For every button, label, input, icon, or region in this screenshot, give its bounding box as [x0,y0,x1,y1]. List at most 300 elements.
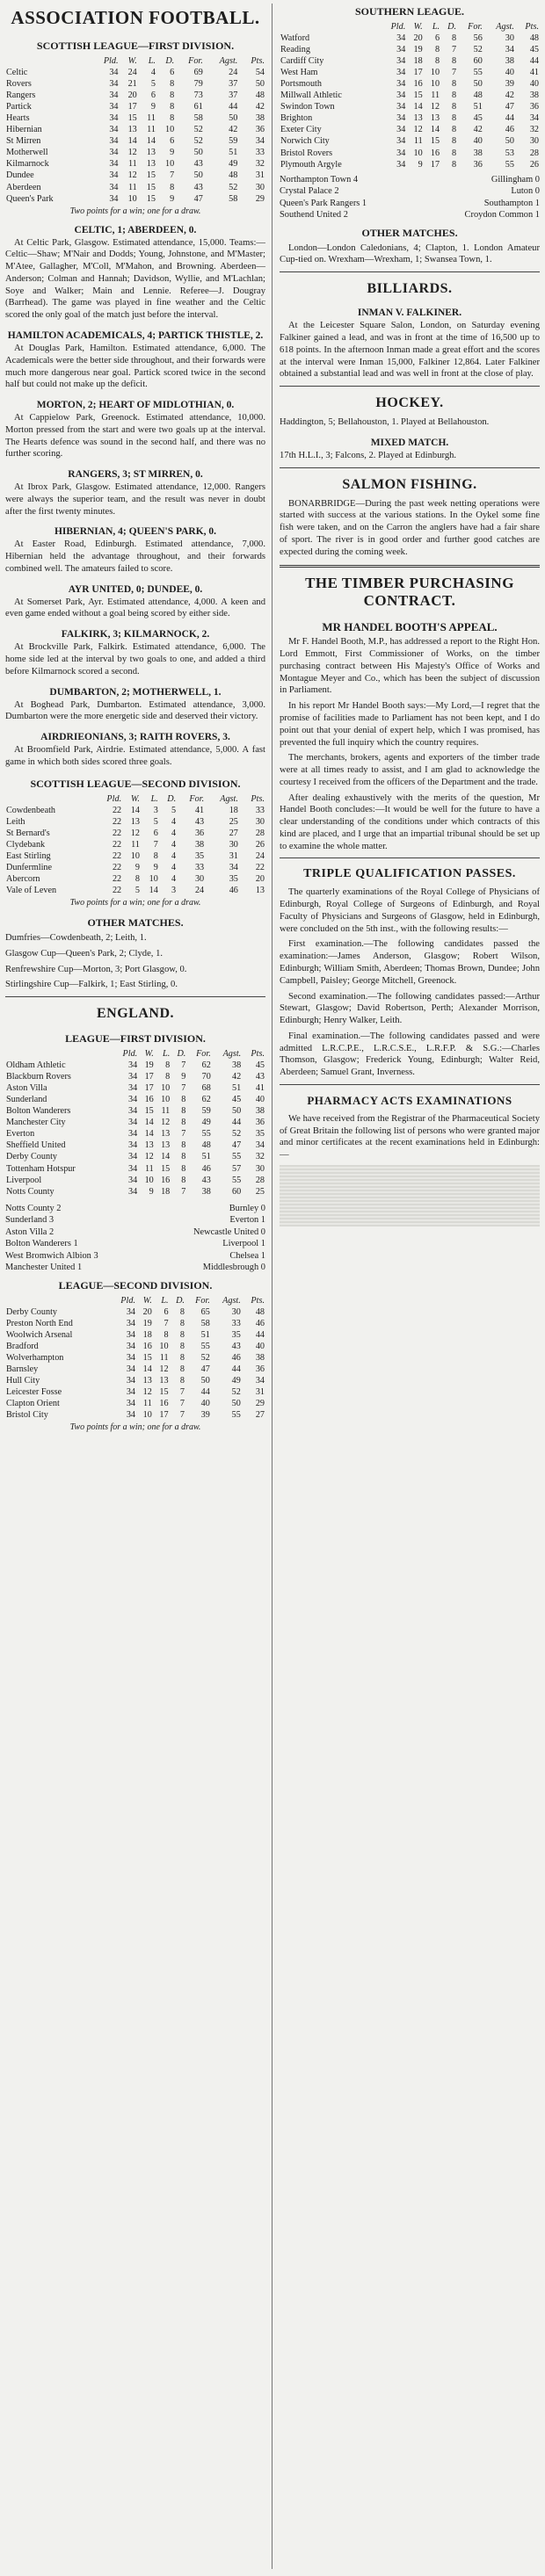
table-cell: 8 [451,102,457,112]
table-cell: 17 [127,102,137,112]
table-cell: 45 [473,113,483,124]
table-cell: 8 [181,1106,186,1117]
match-report: At Celtic Park, Glasgow. Estimated attendance, 15,000. Teams:—Celtic—Shaw; M'Nair and Dodds; Young, Johnstone, and M'Master; M'Atee, Gallagher, M'Coll, M'Mahon, and Browning. Aberdeen—Anderson; Colman and Hannah; Davidson, Wyllie, and M'Lachlan; Soye and Walker; Main and Lennie. Referee—J. Dougray (Barrhead). The game was played in fine weather and the Celtic scored the only goal of the match just before the interval. [5,237,265,321]
table-cell: 13 [430,113,440,124]
table-cell: 16 [413,79,423,90]
table-cell: 8 [181,1118,186,1128]
table-cell: 55 [200,1341,210,1351]
table-cell: Leicester Fosse [6,1387,62,1398]
match-report: At Ibrox Park, Glasgow. Estimated attendance, 12,000. Rangers were always the superior team, and the result was never in doubt after the first twenty minutes. [5,482,265,517]
result-row [280,174,540,186]
table-cell: Brighton [280,113,313,124]
table-row [5,101,265,112]
table-header-row [5,1048,265,1060]
table-cell: 42 [473,125,483,135]
table-cell: 68 [201,1083,211,1094]
billiards-heading: BILLIARDS. [280,271,540,302]
table-cell: 4 [171,828,177,838]
table-cell: 34 [109,193,119,204]
column-header: For. [188,56,203,66]
table-cell: 30 [255,182,265,192]
table-cell: 22 [112,828,122,838]
table-cell: 50 [200,1376,210,1386]
table-cell: 43 [255,1072,265,1082]
table-cell: 59 [229,136,238,147]
timber-heading: THE TIMBER PURCHASING CONTRACT. [305,575,514,610]
table-cell: 45 [255,1060,265,1071]
table-cell: 20 [127,90,137,101]
table-cell: 12 [430,102,440,112]
table-cell: Clapton Orient [6,1399,60,1409]
table-cell: 33 [194,862,205,872]
table-row [5,1071,265,1082]
table-cell: 8 [153,850,158,861]
table-cell: 6 [435,33,440,44]
table-cell: 34 [128,1060,138,1071]
table-row [5,124,265,135]
other-match-line: Dumfries—Cowdenbeath, 2; Leith, 1. [5,933,147,943]
table-cell: Leith [6,816,25,827]
match-report: At Boghead Park, Dumbarton. Estimated attendance, 3,000. Dumbarton were the more energetic side and deserved their victory. [5,699,265,722]
table-cell: 32 [529,125,539,135]
table-cell: 50 [193,170,203,181]
table-cell: 22 [112,839,122,850]
table-cell: 33 [255,148,265,158]
table-cell: Queen's Park [6,193,54,204]
table-row [5,828,265,839]
column-header: For. [196,1049,211,1060]
table-cell: Blackburn Rovers [6,1072,71,1082]
table-cell: 30 [229,839,238,850]
table-cell: 5 [171,805,177,815]
table-row [5,1117,265,1128]
table-cell: Exeter City [280,125,322,135]
salmon-heading: SALMON FISHING. [280,467,540,498]
table-cell: 24 [255,850,265,861]
england-div1-table [5,1048,265,1198]
timber-paragraph: In his report Mr Handel Booth says:—My Lord,—I regret that the promise of facilities made to Parliament has not been kept, and I do point out that your denial of expert help, which I was promised, has prevented the full inquiry which the country requires. [280,701,540,748]
table-cell: 50 [505,136,514,147]
table-cell: Celtic [6,68,28,78]
table-cell: 34 [396,33,406,44]
table-cell: 35 [229,873,238,884]
table-row [5,147,265,158]
table-header-row [5,1295,265,1306]
table-cell: 30 [194,873,205,884]
table-cell: 12 [130,828,140,838]
table-cell: 38 [473,148,483,158]
table-cell: 52 [473,45,483,55]
pharmacy-heading: PHARMACY ACTS EXAMINATIONS [280,1084,540,1113]
column-header: For. [468,22,483,32]
table-cell: 52 [193,125,203,135]
table-cell: 24 [229,68,238,78]
table-cell: 3 [153,805,158,815]
table-cell: 7 [451,45,457,55]
table-cell: 19 [144,1060,154,1071]
home-team: Queen's Park Rangers 1 [280,198,367,208]
table-cell: 34 [396,113,406,124]
result-row [5,1203,265,1215]
table-cell: 11 [144,1163,154,1174]
table-row [5,1386,265,1398]
league2-note: Two points for a win; one for a draw. [69,898,201,908]
table-row [280,90,540,101]
result-row [280,198,540,210]
table-cell: 15 [159,1387,169,1398]
match-report: At Cappielow Park, Greenock. Estimated attendance, 10,000. Morton pressed from the start and were two goals up at the interval. The Hearts defence was sound in the second half, and there was no further scoring. [5,413,265,459]
column-header: For. [195,1295,210,1306]
table-cell: 48 [255,90,265,101]
table-row [5,112,265,124]
southern-table [280,21,540,170]
table-cell: 13 [413,113,423,124]
table-cell: 40 [200,1399,210,1409]
table-cell: 5 [153,816,158,827]
table-row [280,78,540,90]
hockey-subheading: MIXED MATCH. [370,437,449,448]
table-row [5,816,265,828]
table-cell: 7 [181,1083,186,1094]
table-cell: 38 [255,1353,265,1363]
table-cell: 51 [200,1329,210,1340]
table-cell: 17 [144,1072,154,1082]
left-column [5,0,265,2576]
table-row [5,1341,265,1352]
table-cell: 34 [128,1175,138,1185]
table-cell: 8 [179,1306,185,1317]
right-other-heading: OTHER MATCHES. [361,226,458,239]
table-cell: 30 [255,1163,265,1174]
table-cell: 9 [149,1186,154,1197]
table-cell: 4 [171,862,177,872]
table-cell: 50 [255,79,265,90]
table-cell: 14 [149,885,158,895]
table-row [5,1186,265,1198]
table-cell: 30 [255,816,265,827]
table-cell: 31 [229,850,238,861]
table-row [5,170,265,181]
table-cell: 9 [418,159,423,170]
southern-heading: SOUTHERN LEAGUE. [354,5,465,18]
table-cell: 28 [255,1175,265,1185]
table-cell: 32 [255,159,265,170]
table-cell: 13 [130,816,140,827]
table-cell: 34 [109,68,119,78]
away-team: Middlesbrough 0 [202,1263,265,1273]
table-cell: 14 [146,136,156,147]
triple-paragraph: First examination.—The following candidates passed the examination:—James Anderson, Glasgow; Robert Wilson, Edinburgh; William Smith, Aberdeen; Thomas Brown, Dundee; John Campbell, Paisley; George Mitchell, Greenock. [280,939,540,986]
result-row [5,1214,265,1226]
table-row [5,1094,265,1105]
away-team: Liverpool 1 [222,1239,265,1249]
table-cell: 8 [170,102,175,112]
away-team: Newcastle United 0 [193,1226,265,1237]
column-header: Agst. [222,1049,242,1060]
table-cell: 38 [255,1106,265,1117]
table-cell: 6 [170,136,175,147]
table-cell: 8 [451,56,457,67]
table-cell: 34 [396,45,406,55]
table-cell: 8 [170,79,175,90]
table-cell: 32 [255,1152,265,1162]
table-cell: 36 [529,102,539,112]
table-cell: 14 [127,136,137,147]
table-cell: 27 [229,828,238,838]
table-cell: 5 [134,885,140,895]
table-cell: 6 [164,1306,169,1317]
table-cell: East Stirling [6,850,51,861]
table-cell: 52 [232,1129,242,1140]
table-cell: 22 [112,885,122,895]
column-header: W. [413,22,423,32]
table-cell: 34 [126,1306,135,1317]
table-cell: 47 [200,1364,210,1375]
table-cell: 36 [255,1118,265,1128]
column-header: Agst. [496,22,514,32]
table-cell: 24 [127,68,137,78]
table-cell: 8 [451,79,457,90]
table-cell: 55 [505,159,514,170]
table-row [5,90,265,101]
table-cell: 15 [146,182,156,192]
table-cell: 8 [451,125,457,135]
table-cell: 55 [473,68,483,78]
table-cell: 34 [128,1129,138,1140]
match-reports [5,220,265,769]
table-cell: 73 [193,90,203,101]
table-cell: 34 [109,170,119,181]
match-report: At Somerset Park, Ayr. Estimated attendance, 4,000. A keen and even game ended without a goal being scored by either side. [5,597,265,619]
table-row [280,67,540,78]
table-cell: 16 [159,1399,169,1409]
other-matches-heading: OTHER MATCHES. [87,916,184,929]
table-cell: 4 [171,816,177,827]
column-header: Pts. [525,22,539,32]
timber-paragraph: After dealing exhaustively with the merits of the question, Mr Handel Booth concludes:—It would be well for the future to have a clear understanding of the conditions under which contracts of this kind are placed, and I urge that an impartial tribunal should be set up to examine the whole matter. [280,792,540,851]
table-cell: 53 [505,148,514,158]
table-cell: 8 [164,1329,169,1340]
table-cell: 20 [142,1306,152,1317]
table-cell: 34 [126,1341,135,1351]
table-cell: 8 [179,1318,185,1328]
england-heading: ENGLAND. [5,996,265,1027]
table-cell: 34 [128,1072,138,1082]
timber-subheading: MR HANDEL BOOTH'S APPEAL. [322,620,498,634]
table-cell: 41 [194,805,205,815]
column-header: For. [189,793,205,804]
column-header: D. [167,793,177,804]
table-cell: 15 [161,1163,171,1174]
table-cell: 34 [229,862,238,872]
table-cell: 10 [161,1083,171,1094]
table-row [5,805,265,816]
table-cell: Woolwich Arsenal [6,1329,73,1340]
table-cell: 34 [128,1163,138,1174]
match-report: At Douglas Park, Hamilton. Estimated attendance, 6,000. The Academicals were the better side throughout, and their forwards were much more dangerous near goal. Partick scored twice in the second half but could not make up the deficit. [5,343,265,390]
table-cell: 4 [171,839,177,850]
table-row [5,182,265,193]
table-cell: 9 [150,102,156,112]
home-team: Sunderland 3 [5,1215,54,1226]
table-cell: 10 [159,1341,169,1351]
table-row [5,1105,265,1117]
table-cell: 48 [201,1140,211,1151]
table-row [5,1175,265,1186]
table-cell: Derby County [6,1306,58,1317]
table-cell: 34 [126,1318,135,1328]
table-cell: 7 [153,839,158,850]
table-cell: 46 [231,1353,241,1363]
table-cell: 24 [194,885,205,895]
table-row [5,1409,265,1421]
table-cell: 9 [170,193,175,204]
table-cell: 40 [255,1095,265,1105]
table-cell: Watford [280,33,310,44]
table-cell: 12 [159,1364,169,1375]
column-header: L. [150,793,158,804]
table-cell: Liverpool [6,1175,42,1185]
table-cell: Reading [280,45,310,55]
league1-heading: SCOTTISH LEAGUE—FIRST DIVISION. [36,40,235,52]
table-cell: 69 [193,68,203,78]
table-row [280,124,540,135]
table-cell: 15 [146,193,156,204]
match-heading: FALKIRK, 3; KILMARNOCK, 2. [61,629,210,640]
table-cell: 55 [201,1129,211,1140]
table-cell: 49 [201,1118,211,1128]
table-cell: 34 [505,45,514,55]
hockey-heading: HOCKEY. [280,386,540,416]
match-heading: CELTIC, 1; ABERDEEN, 0. [74,224,197,235]
table-cell: 34 [396,56,406,67]
table-cell: 13 [161,1129,171,1140]
table-cell: 16 [142,1341,152,1351]
table-cell: Plymouth Argyle [280,159,342,170]
table-cell: 13 [144,1140,154,1151]
table-cell: 34 [396,90,406,101]
table-cell: 13 [146,148,156,158]
match-heading: DUMBARTON, 2; MOTHERWELL, 1. [49,686,222,698]
table-cell: 8 [181,1163,186,1174]
table-cell: 59 [201,1106,211,1117]
table-cell: 11 [431,90,440,101]
table-cell: Dundee [6,170,34,181]
table-cell: 15 [127,113,137,124]
table-cell: Bristol Rovers [280,148,333,158]
column-header: D. [165,56,175,66]
table-cell: 8 [165,1060,171,1071]
table-cell: 43 [231,1341,241,1351]
table-row [5,1329,265,1341]
table-row [5,1375,265,1386]
billiards-subheading: INMAN V. FALKINER. [357,308,462,319]
table-cell: 50 [193,148,203,158]
table-cell: 62 [201,1060,211,1071]
column-header: Agst. [219,56,238,66]
table-cell: 12 [161,1118,171,1128]
table-cell: 30 [529,136,539,147]
away-team: Everton 1 [229,1215,265,1226]
table-cell: 15 [146,170,156,181]
table-cell: 38 [529,90,539,101]
table-cell: Hull City [6,1376,40,1386]
table-cell: 60 [473,56,483,67]
match-heading: AYR UNITED, 0; DUNDEE, 0. [68,583,203,595]
column-header: W. [130,793,140,804]
table-cell: 40 [529,79,539,90]
home-team: Manchester United 1 [5,1263,83,1273]
table-cell: 8 [451,159,457,170]
column-header [5,793,94,805]
away-team: Luton 0 [511,186,540,197]
table-cell: 10 [144,1175,154,1185]
table-cell: Hearts [6,113,30,124]
england-div2-note: Two points for a win; one for a draw. [69,1422,201,1433]
away-team: Croydon Common 1 [464,210,540,221]
table-cell: 34 [128,1083,138,1094]
table-cell: 19 [142,1318,152,1328]
table-cell: 34 [128,1186,138,1197]
table-cell: 15 [144,1106,154,1117]
triple-paragraph: Second examination.—The following candidates passed:—Arthur Stewart, Glasgow; David Robertson, Perth; Alexander Morrison, Edinburgh; Henry Walker, Leith. [280,991,540,1026]
table-cell: 34 [128,1140,138,1151]
table-cell: 11 [127,159,137,170]
match-heading: HIBERNIAN, 4; QUEEN'S PARK, 0. [54,526,217,538]
table-cell: 9 [170,148,175,158]
table-cell: 33 [255,805,265,815]
table-cell: 31 [255,1387,265,1398]
table-cell: Notts County [6,1186,54,1197]
table-cell: 14 [142,1364,152,1375]
table-cell: Clydebank [6,839,46,850]
table-cell: 16 [161,1175,171,1185]
table-cell: 11 [131,839,140,850]
billiards-text: At the Leicester Square Salon, London, on Saturday evening Falkiner gained a lead, and was in front at the time of 16,500 up to 618 points. In the afternoon Inman made a great effort and the scores at the interval were Inman 15,000, Falkiner 12,864. Later Falkiner obtained a substantial lead and was well in front at the close of play. [280,321,540,380]
column-header [280,21,381,33]
column-header: Pld. [390,22,406,32]
table-cell: 12 [127,170,137,181]
table-row [5,885,265,896]
table-row [280,159,540,170]
table-cell: 34 [109,148,119,158]
column-header: L. [148,56,156,66]
table-cell: 9 [181,1072,186,1082]
table-cell: 34 [128,1095,138,1105]
table-cell: 4 [150,68,156,78]
table-cell: 28 [255,828,265,838]
table-cell: 10 [165,159,175,170]
table-cell: 12 [142,1387,152,1398]
timber-paragraph: Mr F. Handel Booth, M.P., has addressed a report to the Right Hon. Lord Emmott, First Commissioner of Works, on the timber purchasing contract between His Majesty's Office of Works and Montague Meyer and Co., which has been the subject of discussion in Parliament. [280,637,540,696]
table-cell: 18 [413,56,423,67]
table-cell: 40 [505,68,514,78]
table-cell: 34 [126,1329,135,1340]
table-cell: 10 [413,148,423,158]
home-team: West Bromwich Albion 3 [5,1250,98,1261]
table-cell: 34 [126,1399,135,1409]
table-cell: Norwich City [280,136,330,147]
result-row [5,1226,265,1239]
table-cell: 50 [229,113,238,124]
column-header: Pts. [251,1295,265,1306]
table-header-row [5,793,265,805]
table-cell: Rangers [6,90,36,101]
table-cell: 52 [231,1387,241,1398]
table-cell: 22 [112,862,122,872]
table-row [5,1060,265,1071]
table-cell: 44 [232,1118,242,1128]
